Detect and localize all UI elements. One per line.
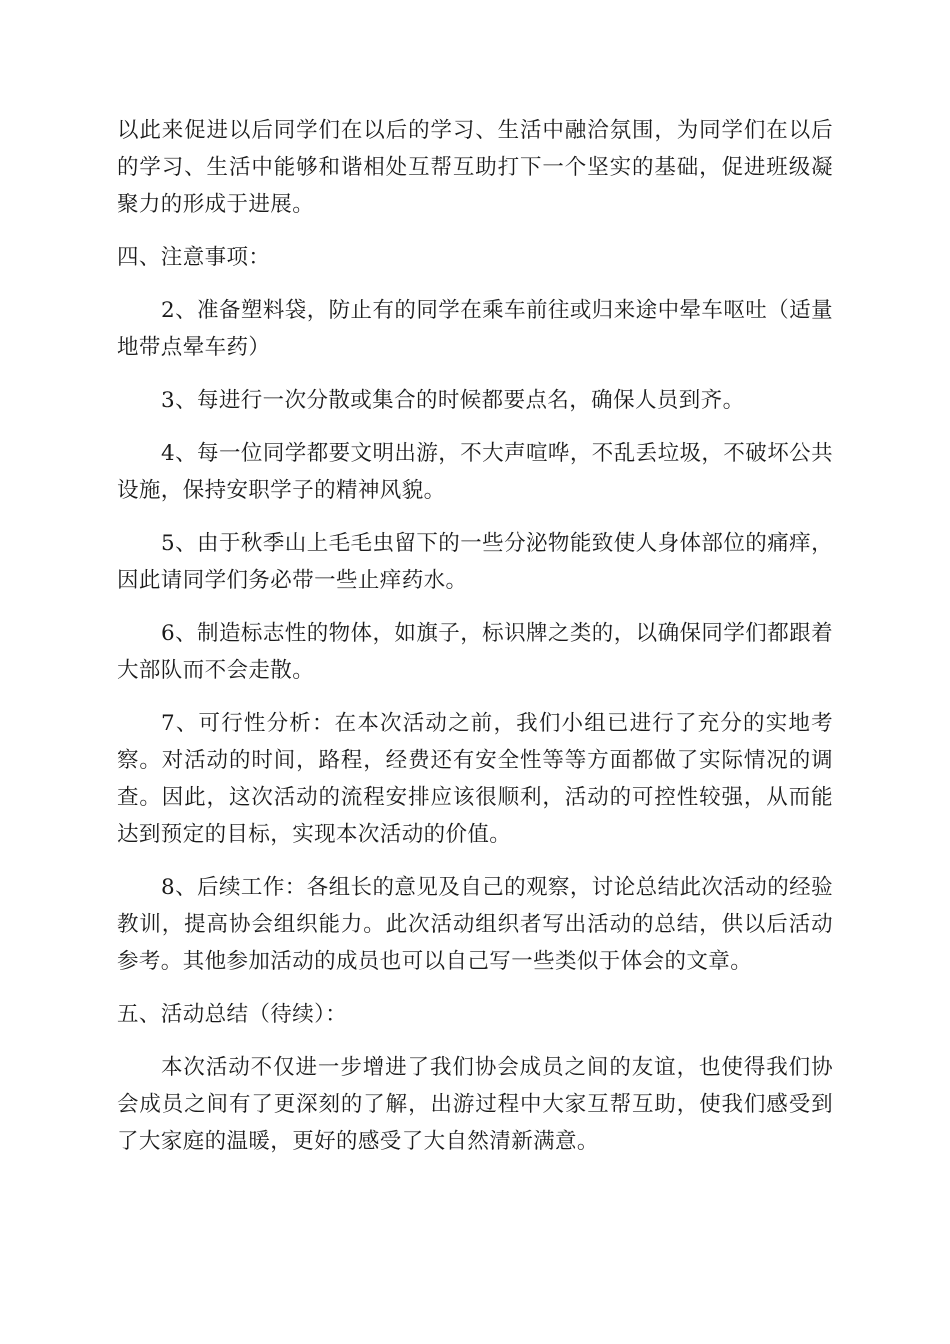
note-item-4: 4、每一位同学都要文明出游，不大声喧哗，不乱丢垃圾，不破坏公共设施，保持安职学子的精神风貌。 xyxy=(117,441,833,503)
paragraph-intro: 以此来促进以后同学们在以后的学习、生活中融洽氛围，为同学们在以后的学习、生活中能够和谐相处互帮互助打下一个坚实的基础，促进班级凝聚力的形成于进展。 xyxy=(117,118,833,217)
section-heading-summary: 五、活动总结（待续）： xyxy=(117,1002,348,1027)
document-body xyxy=(117,112,833,1176)
note-item-3: 3、每进行一次分散或集合的时候都要点名，确保人员到齐。 xyxy=(161,388,745,413)
note-item-7: 7、可行性分析：在本次活动之前，我们小组已进行了充分的实地考察。对活动的时间，路程，经费还有安全性等等方面都做了实际情况的调查。因此，这次活动的流程安排应该很顺利，活动的可控性较强，从而能达到预定的目标，实现本次活动的价值。 xyxy=(117,711,833,847)
note-item-5: 5、由于秋季山上毛毛虫留下的一些分泌物能致使人身体部位的痛痒，因此请同学们务必带一些止痒药水。 xyxy=(117,531,833,593)
note-item-6: 6、制造标志性的物体，如旗子，标识牌之类的，以确保同学们都跟着大部队而不会走散。 xyxy=(117,621,833,683)
note-item-2: 2、准备塑料袋，防止有的同学在乘车前往或归来途中晕车呕吐（适量地带点晕车药） xyxy=(117,298,833,360)
note-item-8: 8、后续工作：各组长的意见及自己的观察，讨论总结此次活动的经验教训，提高协会组织能力。此次活动组织者写出活动的总结，供以后活动参考。其他参加活动的成员也可以自己写一些类似于体会的文章。 xyxy=(117,875,833,974)
section-heading-notes: 四、注意事项： xyxy=(117,245,271,270)
paragraph-summary: 本次活动不仅进一步增进了我们协会成员之间的友谊，也使得我们协会成员之间有了更深刻的了解，出游过程中大家互帮互助，使我们感受到了大家庭的温暖，更好的感受了大自然清新满意。 xyxy=(117,1055,833,1154)
